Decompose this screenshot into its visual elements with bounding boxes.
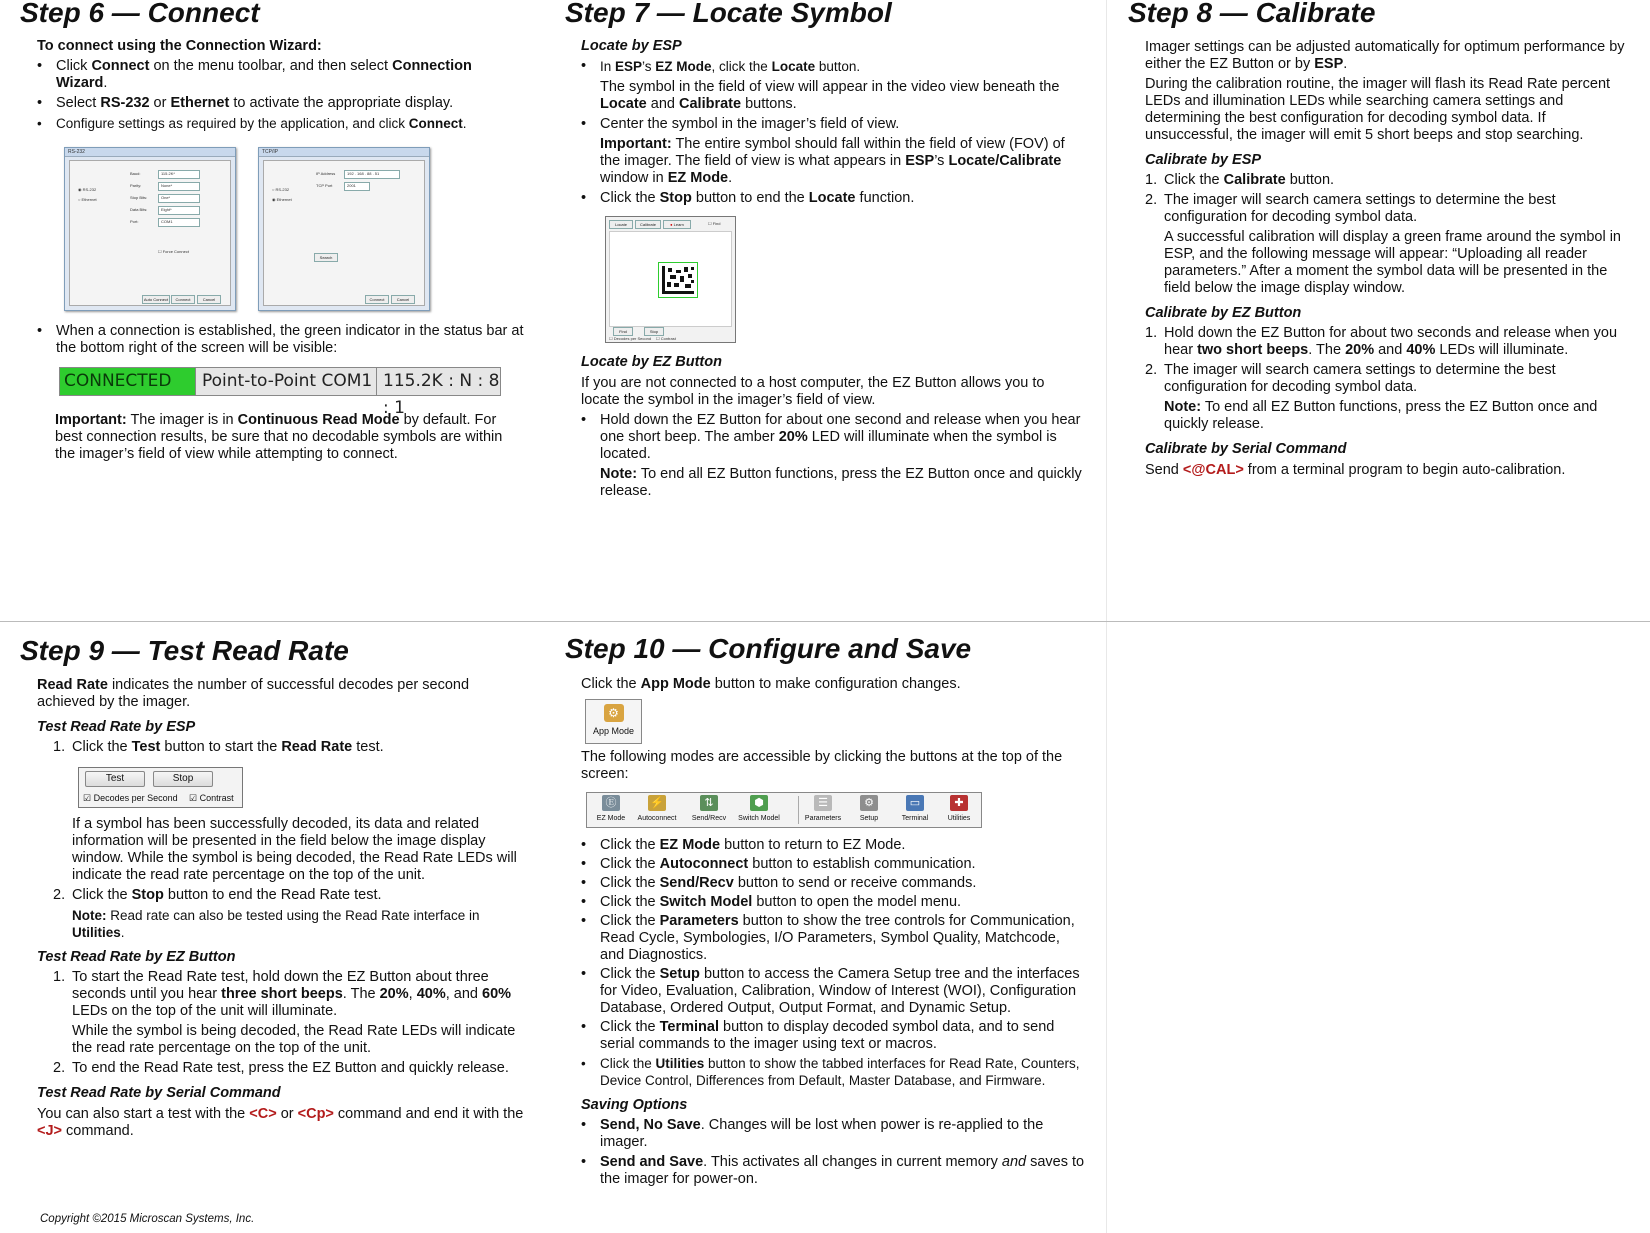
step7-note: Note: To end all EZ Button functions, press the EZ Button once and quickly release. [600, 466, 1082, 499]
step9-body-2 [37, 816, 527, 1140]
parameters-icon: ☰ [814, 795, 832, 811]
step8-serial-para: Send <@CAL> from a terminal program to begin auto-calibration. [1145, 462, 1566, 478]
step10-body-2 [581, 749, 1086, 783]
step7-body-2 [581, 354, 1086, 503]
step8-para-2: During the calibration routine, the imager will flash its Read Rate percent LEDs and illumination LEDs while searching camera settings and determining the best configuration for decoding symbol data. If unsuccessful, the imager will emit 5 short beeps and stop searching. [1145, 76, 1611, 143]
setup-tool: ⚙ Setup [859, 797, 879, 822]
step7-title: Step 7 — Locate Symbol [565, 0, 892, 28]
step8-item-2: 2. The imager will search camera settings to determine the best configuration for decoding symbol data. A successful calibration will display a green frame around the symbol in ESP, and the following message will appear: “Uploading all reader parameters.” After a moment the symbol data will be presented in the field below the image display window. [1145, 192, 1625, 297]
select-parity: None* [158, 182, 200, 191]
step7-bullet-3: • Click the Stop button to end the Locate function. [581, 190, 1086, 207]
learn-button: ● Learn [663, 220, 691, 229]
connect-button: Connect [365, 295, 389, 304]
step9-item-3: 1. To start the Read Rate test, hold down the EZ Button about three seconds until you hear three short beeps. The 20%, 40%, and 60% LEDs on the top of the unit will illuminate. While the symbol is being decoded, the Read Rate LEDs will indicate the read rate percentage on the top of the unit. [53, 969, 527, 1057]
step10-body [581, 676, 1086, 693]
step10-bullet-7: • Click the Terminal button to display decoded symbol data, and to send serial commands to the imager using text or macros. [581, 1019, 1086, 1053]
step6-title: Step 6 — Connect [20, 0, 260, 28]
step9-title: Step 9 — Test Read Rate [20, 635, 349, 666]
cancel-button: Cancel [197, 295, 221, 304]
step6-intro: To connect using the Connection Wizard: [37, 38, 322, 54]
select-port: COM1 [158, 218, 200, 227]
column-divider-top [1106, 0, 1107, 621]
stop-button: Stop [644, 327, 664, 336]
connection-status-bar [59, 367, 501, 418]
step9-body [37, 677, 527, 759]
app-mode-button-screenshot [585, 699, 642, 744]
step10-sub-saving: Saving Options [581, 1097, 688, 1113]
label-tcp-port: TCP Port [316, 183, 333, 188]
label-ip: IP Address [316, 171, 336, 176]
label-databits: Data Bits: [130, 207, 148, 212]
step10-save-option-1: • Send, No Save. Changes will be lost when power is re-applied to the imager. [581, 1117, 1086, 1151]
radio-rs232: ○ RS-232 [272, 187, 290, 192]
step8-item-2-para: A successful calibration will display a green frame around the symbol in ESP, and the following message will appear: “Uploading all reader parameters.” After a moment the symbol data will be presented in the field below the image display window. [1164, 229, 1621, 296]
step9-sub-serial: Test Read Rate by Serial Command [37, 1085, 281, 1101]
tcp-port-field: 2001 [344, 182, 370, 191]
copyright-footer: Copyright ©2015 Microscan Systems, Inc. [40, 1213, 255, 1225]
send-recv-tool: ⇅ Send/Recv [691, 797, 727, 822]
dialog-title: TCP/IP [259, 148, 429, 157]
step8-title: Step 8 — Calibrate [1128, 0, 1376, 28]
connect-button: Connect [171, 295, 195, 304]
select-databits: Eight* [158, 206, 200, 215]
datamatrix-symbol [658, 262, 698, 298]
contrast-checkbox: ☑ Contrast [189, 793, 234, 803]
step10-title: Step 10 — Configure and Save [565, 633, 972, 664]
step9-para-1: Read Rate indicates the number of successful decodes per second achieved by the imager. [37, 677, 470, 710]
step9-item-2: 2. Click the Stop button to end the Read Rate test. Note: Read rate can also be tested using the Read Rate interface in Utilities. [53, 887, 527, 941]
step8-para-1: Imager settings can be adjusted automatically for optimum performance by either the EZ Button or by ESP. [1145, 39, 1625, 72]
rs232-dialog-screenshot [64, 147, 236, 311]
find-button: Find [613, 327, 633, 336]
utilities-icon: ✚ [950, 795, 968, 811]
step6-bullet-1: • Click Connect on the menu toolbar, and then select Connection Wizard. [37, 58, 527, 92]
step6-bullet-3: • Configure settings as required by the application, and click Connect. [37, 115, 527, 132]
esp-toolbar-screenshot [586, 792, 982, 828]
label-baud: Baud: [130, 171, 141, 176]
calibrate-button: Calibrate [635, 220, 661, 229]
force-connect-checkbox: ☐ Force Connect [158, 249, 189, 254]
step10-bullet-3: • Click the Send/Recv button to send or receive commands. [581, 875, 1086, 892]
step8-sub-serial: Calibrate by Serial Command [1145, 441, 1347, 457]
step9-note: Note: Read rate can also be tested using the Read Rate interface in Utilities. [72, 908, 480, 940]
toolbar-separator [798, 796, 799, 824]
step10-bullet-8: • Click the Utilities button to show the tabbed interfaces for Read Rate, Counters, Device Control, Differences from Default, Master Database, and Firmware. [581, 1055, 1086, 1089]
utilities-tool: ✚ Utilities [947, 797, 971, 822]
step9-sub-ez: Test Read Rate by EZ Button [37, 949, 236, 965]
decodes-per-second-checkbox: ☐ Decodes per Second [609, 336, 652, 341]
ip-address-field: 192 . 168 . 88 . 51 [344, 170, 400, 179]
switch-model-icon: ⬢ [750, 795, 768, 811]
label-stopbits: Stop Bits: [130, 195, 148, 200]
locate-button: Locate [609, 220, 633, 229]
step8-item-1: 1. Click the Calibrate button. [1145, 172, 1335, 188]
video-view [609, 231, 732, 327]
autoconnect-icon: ⚡ [648, 795, 666, 811]
column-divider-bottom [1106, 622, 1107, 1233]
step10-para-1: Click the App Mode button to make configuration changes. [581, 676, 961, 692]
step8-body [1145, 39, 1625, 479]
ez-mode-icon: Ⓔ [602, 795, 620, 811]
step7-body [581, 38, 1086, 210]
parameters-tool: ☰ Parameters [804, 797, 842, 822]
send-recv-icon: ⇅ [700, 795, 718, 811]
step8-item-3: 1. Hold down the EZ Button for about two seconds and release when you hear two short beeps. The 20% and 40% LEDs will illuminate. [1145, 325, 1618, 358]
step10-save-option-2: • Send and Save. This activates all changes in current memory and saves to the imager for power-on. [581, 1154, 1086, 1188]
step7-sub-ez: Locate by EZ Button [581, 354, 722, 370]
step9-item-4: 2. To end the Read Rate test, press the EZ Button and quickly release. [53, 1060, 509, 1076]
step10-bullet-1: • Click the EZ Mode button to return to EZ Mode. [581, 837, 1086, 854]
select-stopbits: One* [158, 194, 200, 203]
ez-mode-tool: Ⓔ EZ Mode [596, 797, 626, 822]
read-rate-screenshot [78, 767, 243, 808]
step6-body [37, 38, 527, 135]
radio-ethernet: ○ Ethernet [78, 197, 97, 202]
terminal-tool: ▭ Terminal [901, 797, 929, 822]
step7-para: If you are not connected to a host computer, the EZ Button allows you to locate the symbol in the imager’s field of view. [581, 375, 1045, 408]
locate-screenshot [605, 216, 736, 343]
step7-bullet-2: • Center the symbol in the imager’s field of view. Important: The entire symbol should fall within the field of view (FOV) of the imager. The field of view is what appears in ESP’s Locate/Calibrate window in EZ Mode. [581, 116, 1086, 187]
step6-bullet-2: • Select RS-232 or Ethernet to activate the appropriate display. [37, 95, 527, 112]
find-checkbox: ☐ Find [708, 221, 721, 226]
step6-important: Important: The imager is in Continuous Read Mode by default. For best connection results, be sure that no decodable symbols are within the imager’s field of view while attempting to connect. [55, 412, 503, 462]
record-icon: ● [670, 222, 673, 227]
contrast-checkbox: ☐ Contrast [656, 336, 676, 341]
connection-settings: 115.2K : N : 8 : 1 [376, 368, 500, 395]
step10-bullet-4: • Click the Switch Model button to open the model menu. [581, 894, 1086, 911]
connected-indicator: CONNECTED [60, 368, 195, 395]
step9-serial-para: You can also start a test with the <C> or <Cp> command and end it with the <J> command. [37, 1106, 524, 1139]
step6-body-2 [37, 323, 527, 360]
app-mode-icon: ⚙ [604, 704, 624, 722]
auto-connect-button: Auto Connect [143, 297, 169, 302]
step7-sub-esp: Locate by ESP [581, 38, 682, 54]
step7-bullet-1-para: The symbol in the field of view will appear in the video view beneath the Locate and Calibrate buttons. [600, 79, 1060, 112]
step8-sub-ez: Calibrate by EZ Button [1145, 305, 1302, 321]
label-parity: Parity: [130, 183, 142, 188]
step7-bullet-4: • Hold down the EZ Button for about one second and release when you hear one short beep. The amber 20% LED will illuminate when the symbol is located. Note: To end all EZ Button functions, press the EZ Button once and quickly release. [581, 412, 1086, 500]
tcpip-dialog-screenshot [258, 147, 430, 311]
search-button: Search [314, 253, 338, 262]
step8-item-4: 2. The imager will search camera settings to determine the best configuration for decoding symbol data. Note: To end all EZ Button functions, press the EZ Button once and quickly release. [1145, 362, 1625, 433]
step9-item-1: 1. Click the Test button to start the Read Rate test. [53, 739, 384, 755]
app-mode-label: App Mode [592, 726, 635, 736]
autoconnect-tool: ⚡ Autoconnect [637, 797, 677, 822]
connection-mode: Point-to-Point COM1 [195, 368, 376, 395]
radio-rs232: ◉ RS-232 [78, 187, 97, 192]
step10-para-2: The following modes are accessible by clicking the buttons at the top of the screen: [581, 749, 1063, 782]
decodes-per-second-checkbox: ☑ Decodes per Second [83, 793, 178, 803]
stop-button: Stop [153, 771, 213, 787]
step10-bullet-5: • Click the Parameters button to show the tree controls for Communication, Read Cycle, Symbologies, I/O Parameters, Symbol Quality, Matchcode, and Diagnostics. [581, 913, 1086, 964]
step7-bullet-1: • In ESP’s EZ Mode, click the Locate button. The symbol in the field of view will appear in the video view beneath the Locate and Calibrate buttons. [581, 58, 1086, 113]
step7-important: Important: The entire symbol should fall within the field of view (FOV) of the imager. The field of view is what appears in ESP’s Locate/Calibrate window in EZ Mode. [600, 136, 1065, 186]
step9-item-1-para [53, 816, 527, 884]
cancel-button: Cancel [391, 295, 415, 304]
step10-bullet-6: • Click the Setup button to access the Camera Setup tree and the interfaces for Video, Evaluation, Calibration, Window of Interest (WOI), Configuration Database, Ordered Output, Output Format, and Dynamic Setup. [581, 966, 1086, 1017]
switch-model-tool: ⬢ Switch Model [738, 797, 780, 822]
radio-ethernet: ◉ Ethernet [272, 197, 292, 202]
step9-item-1-text: If a symbol has been successfully decoded, its data and related information will be presented in the field below the image display window. While the symbol is being decoded, the Read Rate LEDs will indicate the read rate percentage on the top of the unit. [72, 816, 517, 883]
select-baud: 115.2K* [158, 170, 200, 179]
step10-bullet-2: • Click the Autoconnect button to establish communication. [581, 856, 1086, 873]
dialog-title: RS-232 [65, 148, 235, 157]
step10-body-3 [581, 837, 1086, 1191]
section-divider [0, 621, 1650, 622]
step8-sub-esp: Calibrate by ESP [1145, 152, 1262, 168]
terminal-icon: ▭ [906, 795, 924, 811]
setup-icon: ⚙ [860, 795, 878, 811]
step8-note: Note: To end all EZ Button functions, press the EZ Button once and quickly release. [1164, 399, 1598, 432]
step9-sub-esp: Test Read Rate by ESP [37, 719, 196, 735]
label-port: Port: [130, 219, 139, 224]
step9-item-3-para: While the symbol is being decoded, the Read Rate LEDs will indicate the read rate percentage on the top of the unit. [72, 1023, 516, 1056]
test-button: Test [85, 771, 145, 787]
step6-bullet-4: • When a connection is established, the green indicator in the status bar at the bottom right of the screen will be visible: [37, 323, 527, 357]
